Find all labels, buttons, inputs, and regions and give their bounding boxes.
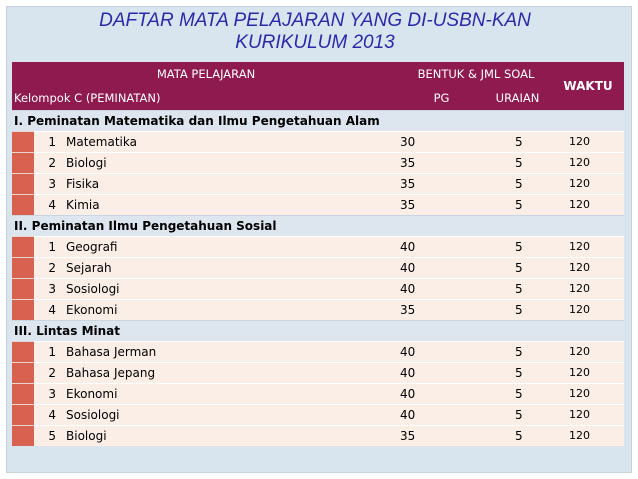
row-number: 4 (34, 404, 66, 425)
group-header-row (12, 320, 624, 341)
title-line-1: DAFTAR MATA PELAJARAN YANG DI-USBN-KAN (99, 10, 531, 31)
group-title: II. Peminatan Ilmu Pengetahuan Sosial (12, 215, 624, 236)
table-row (12, 278, 624, 299)
waktu-minutes: 120 (552, 194, 624, 215)
pg-count: 40 (400, 362, 483, 383)
table-row (12, 383, 624, 404)
group-title: I. Peminatan Matematika dan Ilmu Pengetahuan Alam (12, 110, 624, 131)
uraian-count: 5 (483, 173, 552, 194)
slide-title (0, 10, 630, 54)
uraian-count: 5 (483, 425, 552, 446)
waktu-minutes: 120 (552, 299, 624, 320)
row-marker (12, 404, 34, 425)
header-row-1 (12, 62, 624, 86)
table-row (12, 404, 624, 425)
row-number: 4 (34, 194, 66, 215)
pg-count: 35 (400, 299, 483, 320)
row-number: 3 (34, 173, 66, 194)
waktu-minutes: 120 (552, 257, 624, 278)
waktu-minutes: 120 (552, 404, 624, 425)
header-kelompok: Kelompok C (PEMINATAN) (14, 90, 161, 105)
waktu-minutes: 120 (552, 341, 624, 362)
header-uraian: URAIAN (495, 90, 540, 105)
row-number: 3 (34, 278, 66, 299)
uraian-count: 5 (483, 341, 552, 362)
row-marker (12, 383, 34, 404)
subject-name: Biologi (66, 152, 400, 173)
table-row (12, 131, 624, 152)
subject-name: Ekonomi (66, 299, 400, 320)
subject-name: Matematika (66, 131, 400, 152)
uraian-count: 5 (483, 131, 552, 152)
waktu-minutes: 120 (552, 236, 624, 257)
row-number: 2 (34, 257, 66, 278)
row-number: 3 (34, 383, 66, 404)
pg-count: 40 (400, 257, 483, 278)
row-marker (12, 194, 34, 215)
row-number: 2 (34, 362, 66, 383)
table-row (12, 362, 624, 383)
group-title: III. Lintas Minat (12, 320, 624, 341)
row-marker (12, 257, 34, 278)
row-marker (12, 131, 34, 152)
row-number: 1 (34, 236, 66, 257)
header-pg: PG (433, 90, 450, 105)
table-row (12, 425, 624, 446)
pg-count: 40 (400, 236, 483, 257)
group-header-row (12, 215, 624, 236)
pg-count: 30 (400, 131, 483, 152)
subject-name: Bahasa Jerman (66, 341, 400, 362)
uraian-count: 5 (483, 152, 552, 173)
uraian-count: 5 (483, 194, 552, 215)
uraian-count: 5 (483, 236, 552, 257)
row-marker (12, 341, 34, 362)
row-marker (12, 425, 34, 446)
title-line-2: KURIKULUM 2013 (235, 32, 395, 53)
waktu-minutes: 120 (552, 173, 624, 194)
table-row (12, 257, 624, 278)
row-marker (12, 278, 34, 299)
pg-count: 40 (400, 341, 483, 362)
header-row-2 (12, 86, 624, 110)
row-marker (12, 152, 34, 173)
subject-name: Ekonomi (66, 383, 400, 404)
row-marker (12, 236, 34, 257)
table-row (12, 194, 624, 215)
waktu-minutes: 120 (552, 131, 624, 152)
table-row (12, 152, 624, 173)
uraian-count: 5 (483, 278, 552, 299)
pg-count: 35 (400, 152, 483, 173)
table-row (12, 341, 624, 362)
row-number: 2 (34, 152, 66, 173)
pg-count: 40 (400, 278, 483, 299)
pg-count: 35 (400, 173, 483, 194)
header-mata-pelajaran: MATA PELAJARAN (156, 67, 256, 81)
subject-name: Bahasa Jepang (66, 362, 400, 383)
pg-count: 40 (400, 383, 483, 404)
table-row (12, 236, 624, 257)
pg-count: 35 (400, 425, 483, 446)
waktu-minutes: 120 (552, 278, 624, 299)
waktu-minutes: 120 (552, 362, 624, 383)
waktu-minutes: 120 (552, 383, 624, 404)
subject-name: Kimia (66, 194, 400, 215)
row-marker (12, 299, 34, 320)
uraian-count: 5 (483, 299, 552, 320)
table-footer-band (12, 452, 624, 468)
row-marker (12, 362, 34, 383)
subjects-table (12, 62, 624, 446)
waktu-minutes: 120 (552, 152, 624, 173)
subject-name: Geografi (66, 236, 400, 257)
waktu-minutes: 120 (552, 425, 624, 446)
table-row (12, 299, 624, 320)
subject-name: Sosiologi (66, 278, 400, 299)
uraian-count: 5 (483, 362, 552, 383)
row-number: 1 (34, 131, 66, 152)
pg-count: 40 (400, 404, 483, 425)
uraian-count: 5 (483, 257, 552, 278)
row-marker (12, 173, 34, 194)
header-waktu: WAKTU (563, 78, 613, 93)
subject-name: Sejarah (66, 257, 400, 278)
header-bentuk-jml-soal: BENTUK & JML SOAL (417, 67, 535, 81)
pg-count: 35 (400, 194, 483, 215)
uraian-count: 5 (483, 383, 552, 404)
table-row (12, 173, 624, 194)
subject-name: Biologi (66, 425, 400, 446)
row-number: 5 (34, 425, 66, 446)
subject-name: Fisika (66, 173, 400, 194)
group-header-row (12, 110, 624, 131)
row-number: 4 (34, 299, 66, 320)
subject-name: Sosiologi (66, 404, 400, 425)
row-number: 1 (34, 341, 66, 362)
uraian-count: 5 (483, 404, 552, 425)
